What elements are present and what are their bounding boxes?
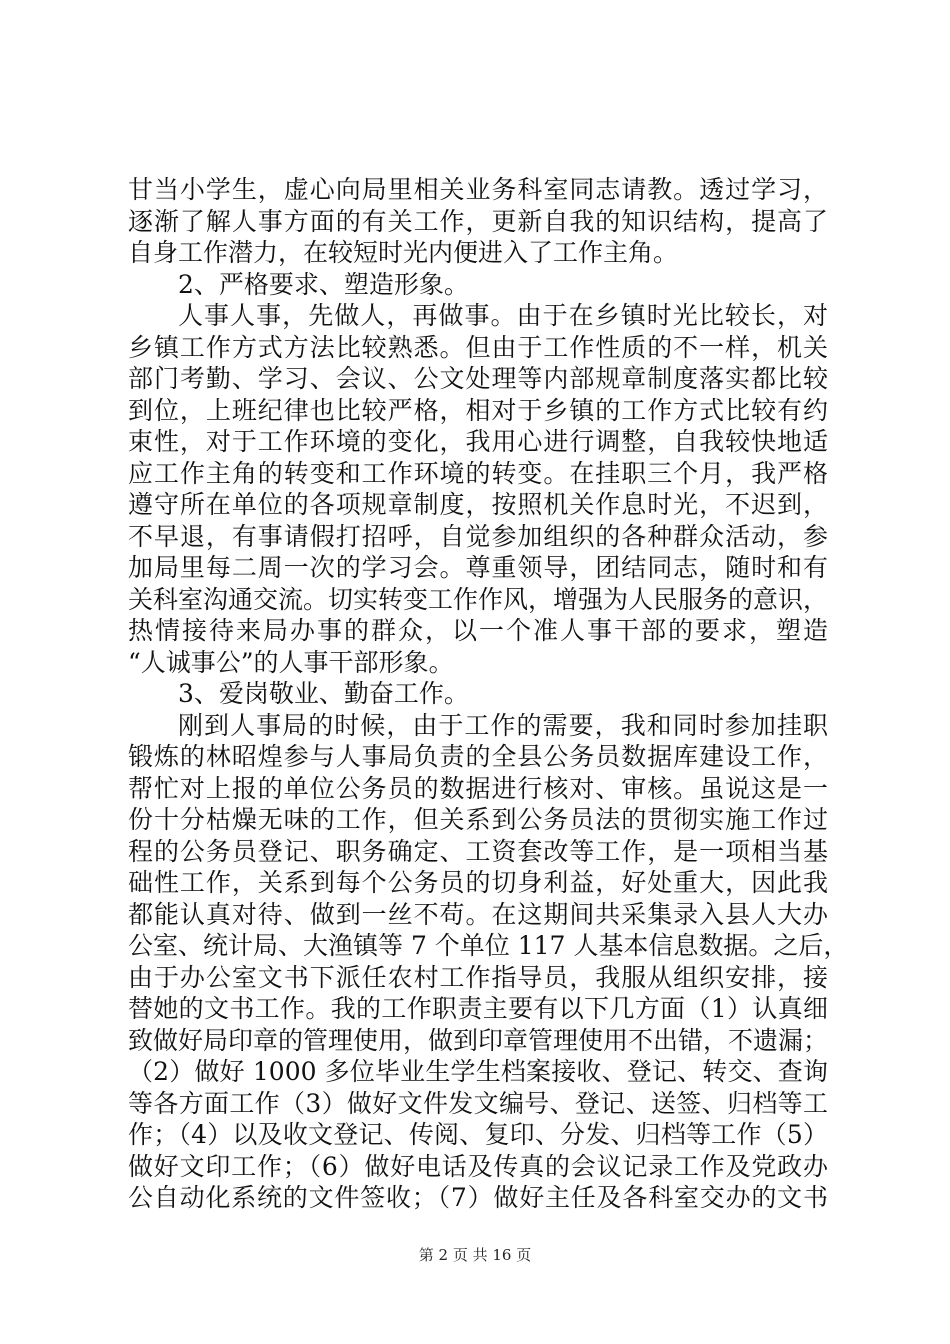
text-line: 公室、统计局、大渔镇等 7 个单位 117 人基本信息数据。之后，: [128, 931, 849, 960]
text-line: 不早退，有事请假打招呼，自觉参加组织的各种群众活动，参: [128, 521, 828, 551]
text-line: 锻炼的林昭煌参与人事局负责的全县公务员数据库建设工作，: [128, 742, 828, 771]
text-line: 自身工作潜力，在较短时光内便进入了工作主角。: [128, 238, 679, 267]
text-line: 础性工作，关系到每个公务员的切身利益，好处重大，因此我: [128, 868, 828, 897]
text-line: 公自动化系统的文件签收；（7）做好主任及各科室交办的文书: [128, 1183, 828, 1212]
text-line: 到位，上班纪律也比较严格，相对于乡镇的工作方式比较有约: [128, 395, 828, 425]
text-line: 做好文印工作；（6）做好电话及传真的会议记录工作及党政办: [128, 1151, 828, 1181]
text-line: 关科室沟通交流。切实转变工作作风，增强为人民服务的意识，: [128, 584, 829, 614]
text-line: 由于办公室文书下派任农村工作指导员，我服从组织安排，接: [128, 962, 828, 992]
text-line: 2、严格要求、塑造形象。: [178, 269, 469, 299]
text-line: 加局里每二周一次的学习会。尊重领导，团结同志，随时和有: [128, 553, 828, 582]
text-line: 逐渐了解人事方面的有关工作，更新自我的知识结构，提高了: [128, 206, 828, 236]
text-line: 热情接待来局办事的群众，以一个准人事干部的要求，塑造: [128, 616, 828, 645]
text-line: 帮忙对上报的单位公务员的数据进行核对、审核。虽说这是一: [128, 773, 828, 803]
text-line: 等各方面工作（3）做好文件发文编号、登记、送签、归档等工: [128, 1088, 828, 1118]
text-line: 作；（4）以及收文登记、传阅、复印、分发、归档等工作（5）: [128, 1120, 828, 1149]
text-line: 致做好局印章的管理使用，做到印章管理使用不出错，不遗漏；: [128, 1025, 829, 1055]
text-line: （2）做好 1000 多位毕业生学生档案接收、登记、转交、查询: [128, 1057, 828, 1086]
text-line: 份十分枯燥无味的工作，但关系到公务员法的贯彻实施工作过: [128, 805, 828, 834]
text-line: 乡镇工作方式方法比较熟悉。但由于工作性质的不一样，机关: [128, 332, 828, 362]
text-line: 应工作主角的转变和工作环境的转变。在挂职三个月，我严格: [128, 458, 828, 488]
text-line: 替她的文书工作。我的工作职责主要有以下几方面（1）认真细: [128, 994, 828, 1023]
text-line: 都能认真对待、做到一丝不苟。在这期间共采集录入县人大办: [128, 899, 828, 929]
text-line: “人诚事公”的人事干部形象。: [128, 647, 454, 677]
text-line: 甘当小学生，虚心向局里相关业务科室同志请教。透过学习，: [128, 175, 828, 204]
text-line: 部门考勤、学习、会议、公文处理等内部规章制度落实都比较: [128, 364, 828, 393]
page-footer: 第 2 页 共 16 页: [418, 1246, 532, 1264]
text-line: 程的公务员登记、职务确定、工资套改等工作，是一项相当基: [128, 836, 828, 866]
document-body: [128, 174, 849, 1214]
text-line: 束性，对于工作环境的变化，我用心进行调整，自我较快地适: [128, 427, 828, 456]
text-line: 人事人事，先做人，再做事。由于在乡镇时光比较长，对: [178, 301, 828, 330]
text-line: 刚到人事局的时候，由于工作的需要，我和同时参加挂职: [178, 710, 828, 740]
text-line: 3、爱岗敬业、勤奋工作。: [178, 679, 469, 708]
text-line: 遵守所在单位的各项规章制度，按照机关作息时光，不迟到，: [128, 490, 828, 519]
